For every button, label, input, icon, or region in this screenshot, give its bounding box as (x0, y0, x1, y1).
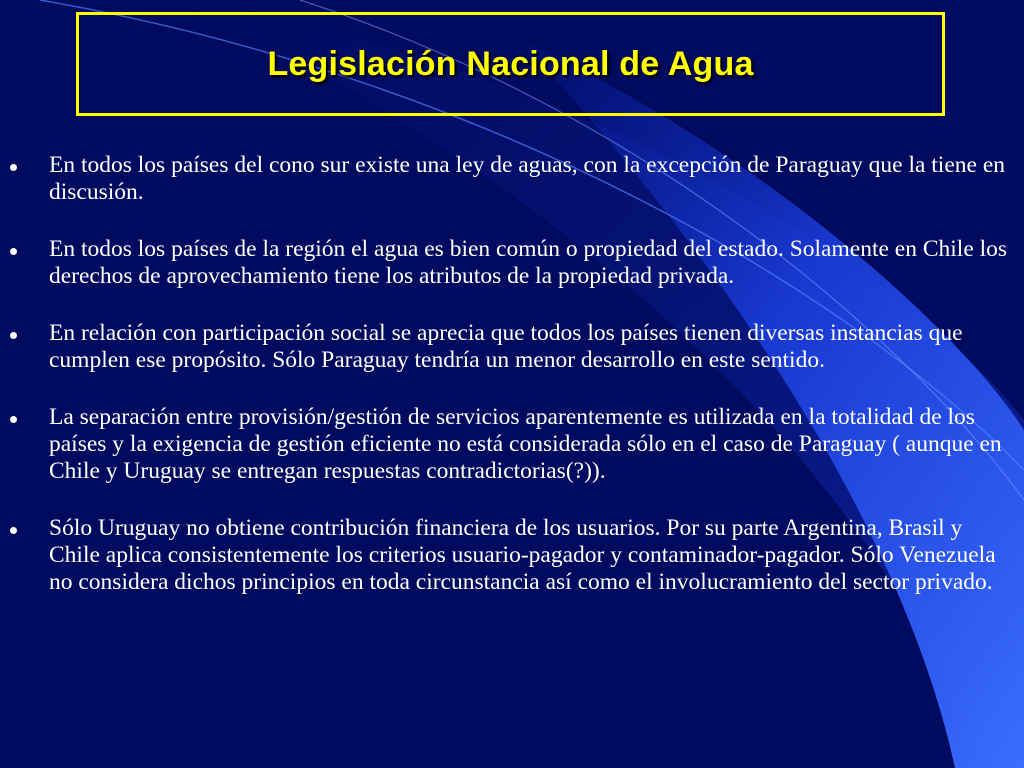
bullet-dot-icon (10, 527, 17, 534)
bullet-dot-icon (10, 416, 17, 423)
bullet-text: La separación entre provisión/gestión de servicios aparentemente es utilizada en la totalidad de los países y la exigencia de gestión eficiente no está considerada sólo en el caso de Paraguay ( aunque en Chile y Uruguay se entregan respuestas contradictorias(?)). (49, 404, 1002, 484)
bullet-text: En todos los países de la región el agua es bien común o propiedad del estado. Solamente en Chile los derechos de aprovechamiento tiene los atributos de la propiedad privada. (49, 236, 1008, 289)
bullet-list (0, 152, 1024, 626)
bullet-item (0, 404, 1024, 485)
bullet-dot-icon (10, 332, 17, 339)
bullet-dot-icon (10, 164, 17, 171)
bullet-text: En relación con participación social se aprecia que todos los países tienen diversas instancias que cumplen ese propósito. Sólo Paraguay tendría un menor desarrollo en este sentido. (49, 320, 963, 373)
bullet-item (0, 152, 1024, 206)
bullet-item (0, 515, 1024, 596)
bullet-text: En todos los países del cono sur existe una ley de aguas, con la excepción de Paraguay que la tiene en discusión. (49, 152, 1006, 205)
bullet-item (0, 236, 1024, 290)
bullet-dot-icon (10, 248, 17, 255)
slide-title: Legislación Nacional de Agua (267, 44, 754, 83)
bullet-text: Sólo Uruguay no obtiene contribución financiera de los usuarios. Por su parte Argentina, Brasil y Chile aplica consistentemente los criterios usuario-pagador y contaminador-pagador. Sólo Venezuela no considera dichos principios en toda circunstancia así como el involucramiento del sector privado. (49, 515, 996, 595)
title-frame (76, 12, 945, 116)
bullet-item (0, 320, 1024, 374)
